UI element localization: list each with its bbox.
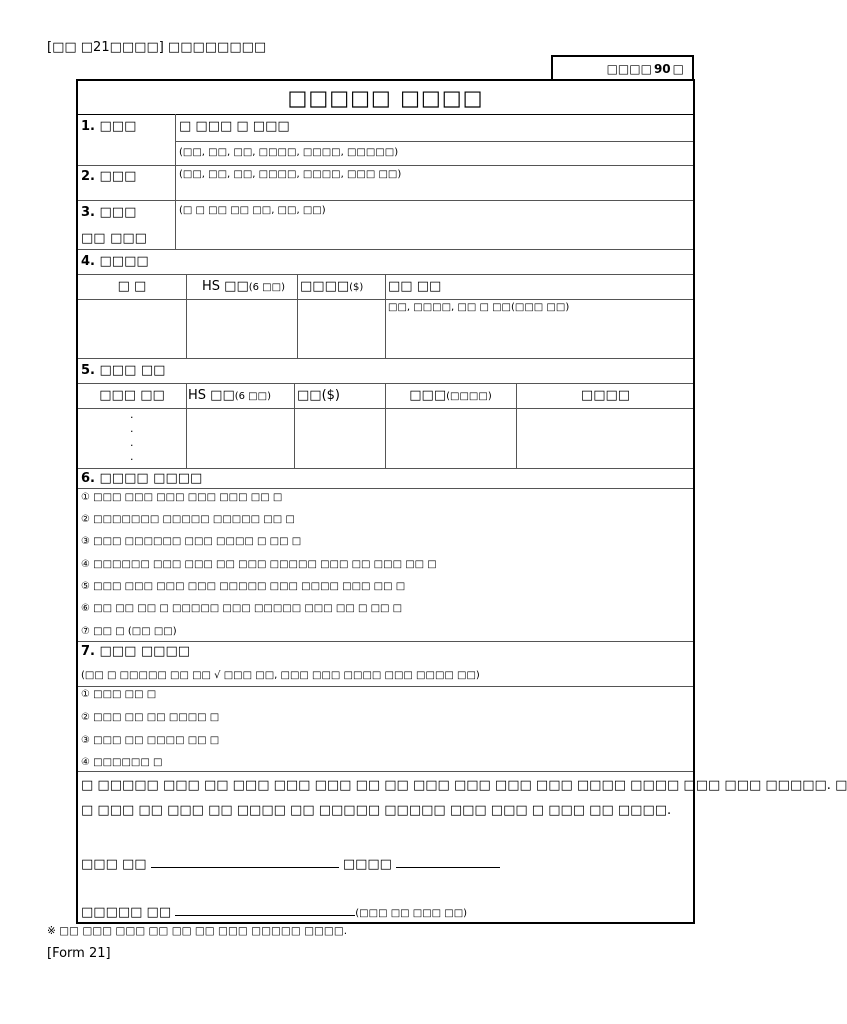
- applicant-sign-row: [81, 855, 500, 872]
- representative-note: (□□□ □□ □□□ □□): [355, 908, 468, 919]
- date-field[interactable]: [396, 855, 500, 868]
- s7-item[interactable]: ① □□□ □□ □: [81, 689, 157, 700]
- s7-item[interactable]: ④ □□□□□□ □: [81, 757, 163, 768]
- processing-period: [551, 55, 694, 80]
- representative-label: □□□□□ □□: [81, 905, 172, 920]
- section-2-label: 2. □□□: [81, 169, 137, 184]
- s5-dot: ·: [130, 439, 134, 452]
- s5-col-item: □□□ □□: [99, 388, 165, 403]
- form-title: □□□□□ □□□□: [287, 86, 484, 110]
- s7-item[interactable]: ② □□□ □□ □□ □□□□ □: [81, 712, 220, 723]
- footer-note: ※ □□ □□□ □□□ □□ □□ □□ □□□ □□□□□ □□□□.: [47, 925, 348, 937]
- section-6-label: 6. □□□□ □□□□: [81, 471, 203, 486]
- s5-dot: ·: [130, 453, 134, 466]
- section-2-note: (□□, □□, □□, □□□□, □□□□, □□□ □□): [179, 169, 402, 180]
- section-3-label: 3. □□□: [81, 205, 137, 220]
- section-1-options[interactable]: □ □□□ □ □□□: [179, 119, 290, 134]
- date-label: □□□□: [342, 857, 392, 872]
- s4-col-hs: HS □□(6 □□): [202, 279, 285, 294]
- s6-item[interactable]: ④ □□□□□□ □□□ □□□ □□ □□□ □□□□□ □□□ □□ □□□ □□ □: [81, 559, 437, 570]
- representative-name-field[interactable]: [175, 903, 355, 916]
- section-3-label-2: □□ □□□: [81, 231, 147, 246]
- s6-item[interactable]: ① □□□ □□□ □□□ □□□ □□□ □□ □: [81, 492, 283, 503]
- s6-item[interactable]: ⑤ □□□ □□□ □□□ □□□ □□□□□ □□□ □□□□ □□□ □□ □: [81, 581, 406, 592]
- s5-col-qty: □□□(□□□□): [409, 388, 492, 403]
- s5-col-amount: □□($): [297, 388, 340, 403]
- application-form: [76, 79, 847, 924]
- section-1-label: 1. □□□: [81, 119, 137, 134]
- form-reference: [□□ □21□□□□] □□□□□□□□: [47, 40, 267, 55]
- s6-item[interactable]: ③ □□□ □□□□□□ □□□ □□□□ □ □□ □: [81, 536, 302, 547]
- s5-dot: ·: [130, 425, 134, 438]
- representative-sign-row: [81, 903, 467, 920]
- section-7-label: 7. □□□ □□□□: [81, 644, 191, 659]
- period-prefix: □□□□: [606, 61, 652, 76]
- s5-col-hs: HS □□(6 □□): [188, 388, 271, 403]
- period-number: 90: [653, 61, 671, 76]
- period-suffix: □: [672, 61, 684, 76]
- section-7-note: (□□ □ □□□□□ □□ □□ √ □□□ □□, □□□ □□□ □□□□ □□□ □□□□ □□): [81, 670, 480, 681]
- section-3-note: (□ □ □□ □□ □□, □□, □□): [179, 205, 326, 216]
- applicant-label: □□□ □□: [81, 857, 147, 872]
- s6-item[interactable]: ⑥ □□ □□ □□ □ □□□□□ □□□ □□□□□ □□□ □□ □ □□ □: [81, 603, 403, 614]
- s4-col-detail: □□ □□: [388, 279, 442, 294]
- section-5-label: 5. □□□ □□: [81, 363, 166, 378]
- s4-col-amount: □□□□($): [300, 279, 364, 294]
- s4-col-item: □ □: [117, 279, 147, 294]
- s5-dot: ·: [130, 411, 134, 424]
- s7-item[interactable]: ③ □□□ □□ □□□□ □□ □: [81, 735, 220, 746]
- s4-detail-note: □□, □□□□, □□ □ □□(□□□ □□): [388, 302, 570, 313]
- declaration-line-1: □ □□□□□ □□□ □□ □□□ □□□ □□□ □□ □□ □□□ □□□ □□□ □□□ □□□□ □□□□ □□□ □□□ □□□□□. □: [81, 778, 847, 793]
- s6-item[interactable]: ⑦ □□ □ (□□ □□): [81, 626, 177, 637]
- section-1-note: (□□, □□, □□, □□□□, □□□□, □□□□□): [179, 147, 399, 158]
- s5-col-origin: □□□□: [580, 388, 631, 403]
- s6-item[interactable]: ② □□□□□□□ □□□□□ □□□□□ □□ □: [81, 514, 295, 525]
- declaration-line-2: □ □□□ □□ □□□ □□ □□□□ □□ □□□□□ □□□□□ □□□ □□□ □ □□□ □□ □□□□.: [81, 803, 672, 818]
- section-4-label: 4. □□□□: [81, 254, 149, 269]
- applicant-name-field[interactable]: [151, 855, 339, 868]
- form-number: [Form 21]: [47, 946, 111, 961]
